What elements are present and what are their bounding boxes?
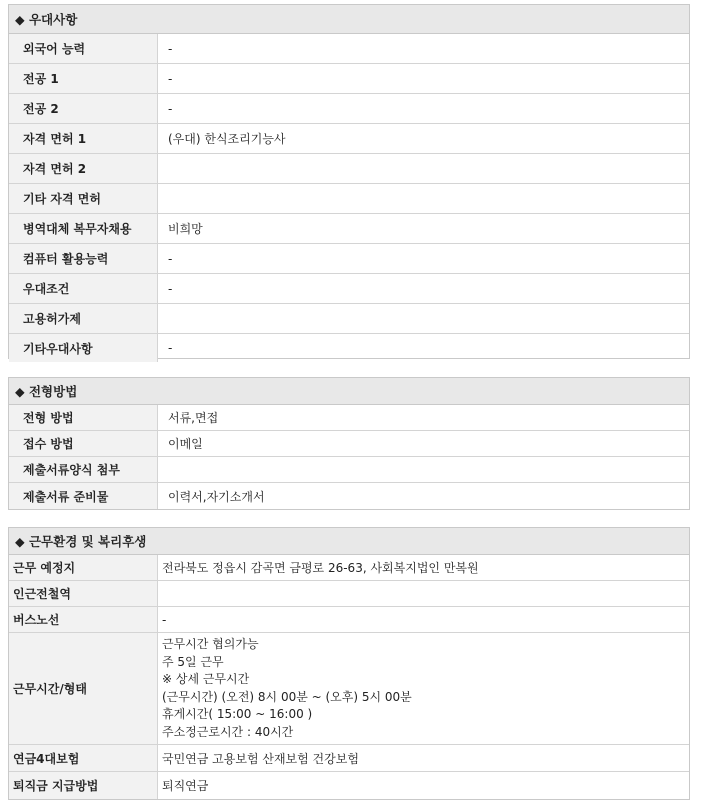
work-environment-title: ◆ 근무환경 및 복리후생	[9, 528, 689, 555]
row-label: 고용허가제	[9, 304, 158, 333]
row-value: 이메일	[168, 437, 203, 451]
table-row	[9, 334, 689, 362]
table-row	[9, 154, 689, 184]
table-row	[9, 555, 689, 581]
row-value: 서류,면접	[168, 411, 219, 425]
table-row	[9, 405, 689, 431]
row-value: 비희망	[168, 222, 203, 236]
work-hours-line: 근무시간 협의가능	[162, 637, 259, 651]
work-hours-line: ※ 상세 근무시간	[162, 672, 250, 686]
preferences-title: ◆ 우대사항	[9, 5, 689, 34]
row-value: (우대) 한식조리기능사	[168, 132, 286, 146]
row-value: 국민연금 고용보험 산재보험 건강보험	[162, 751, 359, 766]
row-value	[158, 581, 689, 606]
table-row	[9, 772, 689, 799]
row-label: 근무시간/형태	[9, 633, 158, 744]
row-label: 전공 1	[9, 64, 158, 93]
table-row	[9, 633, 689, 745]
row-value	[158, 304, 689, 333]
preferences-section	[8, 4, 690, 359]
table-row	[9, 34, 689, 64]
table-row	[9, 431, 689, 457]
row-label: 병역대체 복무자채용	[9, 214, 158, 243]
row-label: 버스노선	[9, 607, 158, 632]
row-label: 접수 방법	[9, 431, 158, 456]
row-value: -	[168, 41, 173, 56]
row-value: -	[168, 251, 173, 266]
table-row	[9, 274, 689, 304]
table-row	[9, 581, 689, 607]
row-label: 자격 면허 1	[9, 124, 158, 153]
row-value: 퇴직연금	[162, 779, 209, 793]
row-value	[158, 184, 689, 213]
row-label: 자격 면허 2	[9, 154, 158, 183]
work-environment-section	[8, 527, 690, 800]
row-value: 전라북도 정읍시 감곡면 금평로 26-63, 사회복지법인 만복원	[162, 561, 479, 575]
row-label: 전형 방법	[9, 405, 158, 430]
table-row	[9, 184, 689, 214]
table-row	[9, 64, 689, 94]
row-label: 기타우대사항	[9, 334, 158, 362]
work-hours-value	[158, 633, 689, 744]
work-hours-line: (근무시간) (오전) 8시 00분 ~ (오후) 5시 00분	[162, 689, 412, 704]
selection-method-title: ◆ 전형방법	[9, 378, 689, 405]
row-value	[158, 457, 689, 482]
table-row	[9, 457, 689, 483]
row-label: 외국어 능력	[9, 34, 158, 63]
selection-method-section	[8, 377, 690, 510]
table-row	[9, 244, 689, 274]
row-value: -	[168, 101, 173, 116]
work-hours-line: 주소정근로시간 : 40시간	[162, 724, 294, 739]
row-value: 이력서,자기소개서	[168, 489, 265, 504]
row-value: -	[168, 281, 173, 296]
table-row	[9, 607, 689, 633]
row-label: 전공 2	[9, 94, 158, 123]
row-value	[158, 154, 689, 183]
row-label: 컴퓨터 활용능력	[9, 244, 158, 273]
table-row	[9, 124, 689, 154]
row-label: 퇴직금 지급방법	[9, 772, 158, 799]
work-hours-line: 주 5일 근무	[162, 654, 224, 669]
table-row	[9, 483, 689, 509]
row-label: 기타 자격 면허	[9, 184, 158, 213]
row-value: -	[168, 71, 173, 86]
table-row	[9, 745, 689, 772]
row-label: 인근전철역	[9, 581, 158, 606]
row-label: 제출서류양식 첨부	[9, 457, 158, 482]
row-label: 우대조건	[9, 274, 158, 303]
work-hours-line: 휴게시간( 15:00 ~ 16:00 )	[162, 707, 313, 721]
table-row	[9, 304, 689, 334]
row-label: 근무 예정지	[9, 555, 158, 580]
row-value: -	[162, 612, 167, 627]
row-value: -	[168, 341, 173, 355]
table-row	[9, 214, 689, 244]
row-label: 제출서류 준비물	[9, 483, 158, 509]
row-label: 연금4대보험	[9, 745, 158, 771]
table-row	[9, 94, 689, 124]
